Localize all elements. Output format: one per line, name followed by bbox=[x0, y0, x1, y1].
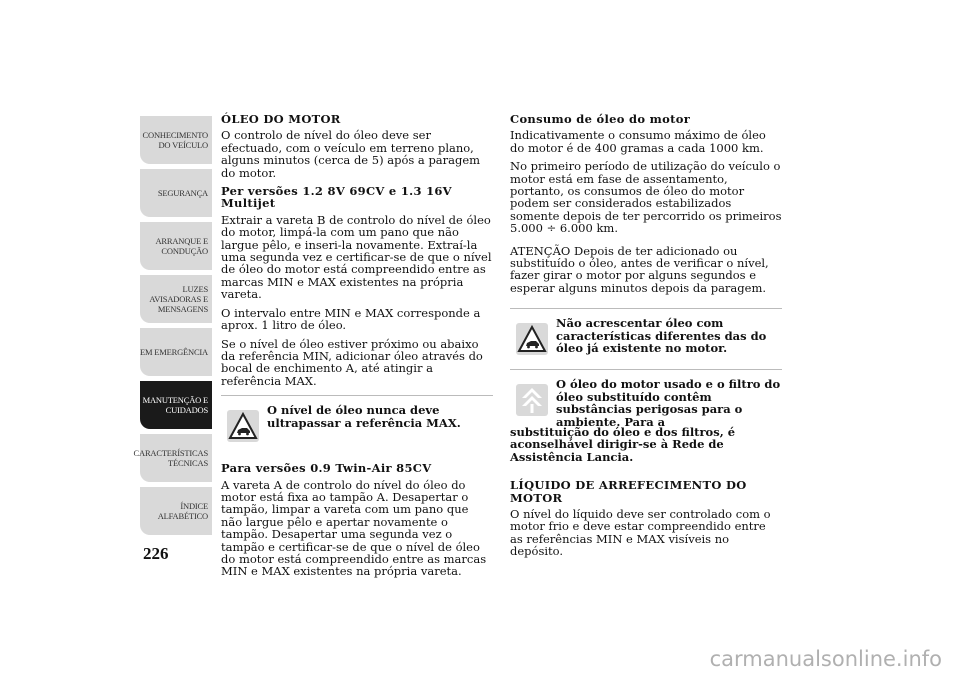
paragraph: Extrair a vareta B de controlo do nível de óleo do motor, limpá-la com um pano que não largue pêlo, e inseri-la novamente. Extraí-la uma segunda vez e certificar-se de que o nível de óleo do motor está compreendido entre as marcas MIN e MAX existentes na própria vareta. bbox=[221, 212, 492, 302]
subsection-title: Para versões 0.9 Twin-Air 85CV bbox=[221, 461, 432, 476]
paragraph: Se o nível de óleo estiver próximo ou abaixo da referência MIN, adicionar óleo através do bocal de enchimento A, até atingir a referência MAX. bbox=[221, 336, 483, 388]
section-title-arrefecimento: LÍQUIDO DE ARREFECIMENTO DO MOTOR bbox=[510, 478, 747, 505]
tab-conhecimento[interactable]: CONHECIMENTO DO VEÍCULO bbox=[140, 116, 212, 164]
tab-emergencia[interactable]: EM EMERGÊNCIA bbox=[140, 328, 212, 376]
paragraph: ATENÇÃO Depois de ter adicionado ou substituído o óleo, antes de verificar o nível, fazer girar o motor por alguns segundos e esperar alguns minutos depois da paragem. bbox=[510, 243, 769, 295]
section-title-oleo: ÓLEO DO MOTOR bbox=[221, 112, 341, 126]
warning-box bbox=[221, 395, 493, 442]
paragraph: O nível do líquido deve ser controlado com o motor frio e deve estar compreendido entre as referências MIN e MAX visíveis no depósito. bbox=[510, 506, 771, 559]
paragraph: No primeiro período de utilização do veículo o motor está em fase de assentamento, portanto, os consumos de óleo do motor podem ser considerados estabilizados somente depois de ter percorrido os primeiros 5.000 ÷ 6.000 km. bbox=[510, 159, 782, 236]
paragraph: Indicativamente o consumo máximo de óleo do motor é de 400 gramas a cada 1000 km. bbox=[510, 128, 766, 155]
left-column bbox=[221, 113, 493, 584]
watermark: carmanualsonline.info bbox=[709, 647, 942, 671]
subsection-title: Consumo de óleo do motor bbox=[510, 112, 691, 126]
tab-manutencao[interactable]: MANUTENÇÃO E CUIDADOS bbox=[140, 381, 212, 429]
paragraph: A vareta A de controlo do nível do óleo do motor está fixa ao tampão A. Desapertar o tampão, limpar a vareta com um pano que não largue pêlo e apertar novamente o tampão. Desapertar uma segunda vez o tampão e certificar-se de que o nível de óleo do motor está compreendido entre as marcas MIN e MAX existentes na própria vareta. bbox=[221, 477, 487, 579]
tab-seguranca[interactable]: SEGURANÇA bbox=[140, 169, 212, 217]
warning-box bbox=[510, 308, 782, 355]
environment-icon bbox=[516, 384, 548, 416]
warning-car-icon bbox=[227, 410, 259, 442]
warning-car-icon bbox=[516, 323, 548, 355]
tab-arranque[interactable]: ARRANQUE E CONDUÇÃO bbox=[140, 222, 212, 270]
warning-text: O óleo do motor usado e o filtro do óleo substituído contêm substâncias perigosas para o ambiente. Para a bbox=[556, 377, 781, 429]
environment-warning-box bbox=[510, 369, 782, 428]
warning-text: O nível de óleo nunca deve ultrapassar a referência MAX. bbox=[267, 403, 461, 430]
warning-text-continued: substituição do óleo e dos filtros, é aconselhável dirigir-se à Rede de Assistência Lancia. bbox=[510, 424, 736, 464]
tab-indice[interactable]: ÍNDICE ALFABÉTICO bbox=[140, 487, 212, 535]
tab-luzes[interactable]: LUZES AVISADORAS E MENSAGENS bbox=[140, 275, 212, 323]
paragraph: O controlo de nível do óleo deve ser efectuado, com o veículo em terreno plano, alguns minutos (cerca de 5) após a paragem do motor. bbox=[221, 128, 481, 180]
right-column bbox=[510, 113, 782, 564]
page-number: 226 bbox=[143, 544, 169, 563]
tab-caracteristicas[interactable]: CARACTERÍSTICAS TÉCNICAS bbox=[140, 434, 212, 482]
paragraph: O intervalo entre MIN e MAX corresponde a aprox. 1 litro de óleo. bbox=[221, 305, 481, 333]
subsection-title: Per versões 1.2 8V 69CV e 1.3 16V Multijet bbox=[221, 184, 452, 211]
warning-text: Não acrescentar óleo com características diferentes das do óleo já existente no motor. bbox=[556, 316, 767, 356]
